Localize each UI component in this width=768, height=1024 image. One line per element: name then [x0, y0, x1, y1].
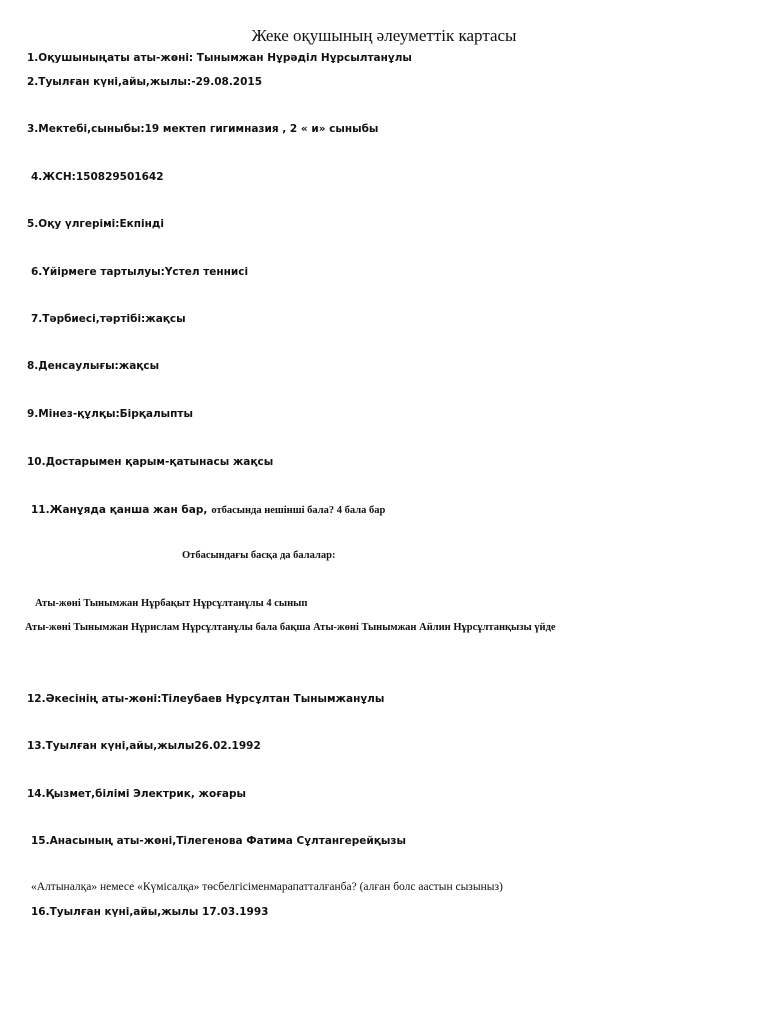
field-family-size [31, 501, 385, 519]
sibling-entry-1: Аты-жөні Тынымжан Нұрбақыт Нұрсұлтанұлы 4 сынып [35, 598, 308, 609]
field-school-class: 3.Мектебі,сыныбы:19 мектеп гигимназия , 2 « и» сыныбы [27, 123, 379, 135]
field-father-occupation: 14.Қызмет,білімі Электрик, жоғары [27, 788, 247, 800]
field-upbringing: 7.Тәрбиесі,тәртібі:жақсы [31, 313, 186, 325]
field-academic-performance: 5.Оқу үлгерімі:Екпінді [27, 218, 164, 230]
siblings-heading: Отбасындағы басқа да балалар: [182, 550, 336, 561]
field-mother-birth-date: 16.Туылған күні,айы,жылы 17.03.1993 [31, 906, 269, 918]
field-club: 6.Үйірмеге тартылуы:Үстел теннисі [31, 266, 249, 278]
field-iin: 4.ЖСН:150829501642 [31, 171, 164, 183]
sibling-entry-2: Аты-жөні Тынымжан Нұрислам Нұрсұлтанұлы бала бақша Аты-жөні Тынымжан Айлин Нұрсұлтанқызы үйде [25, 622, 556, 633]
family-size-answer: отбасында нешінші бала? 4 бала бар [211, 505, 386, 516]
family-size-question: 11.Жанұяда қанша жан бар, [31, 504, 208, 516]
field-character: 9.Мінез-құлқы:Бірқалыпты [27, 408, 194, 420]
document-title: Жеке оқушының әлеуметтік картасы [251, 26, 517, 45]
field-mother-name: 15.Анасының аты-жөні,Тілегенова Фатима Сұлтангерейқызы [31, 835, 406, 847]
field-health: 8.Денсаулығы:жақсы [27, 360, 160, 372]
field-birth-date: 2.Туылған күні,айы,жылы:-29.08.2015 [27, 76, 263, 88]
field-student-name: 1.Оқушыныңаты аты-жөні: Тынымжан Нұрәділ Нұрсылтанұлы [27, 52, 412, 64]
field-relationships: 10.Достарымен қарым-қатынасы жақсы [27, 456, 274, 468]
field-father-name: 12.Әкесінің аты-жөні:Тілеубаев Нұрсұлтан Тынымжанұлы [27, 693, 385, 705]
field-father-birth-date: 13.Туылған күні,айы,жылы26.02.1992 [27, 740, 261, 752]
field-medal-question: «Алтыналқа» немесе «Күмісалқа» төсбелгісіменмарапатталғанба? (алған болс аастын сызыныз) [31, 881, 503, 893]
